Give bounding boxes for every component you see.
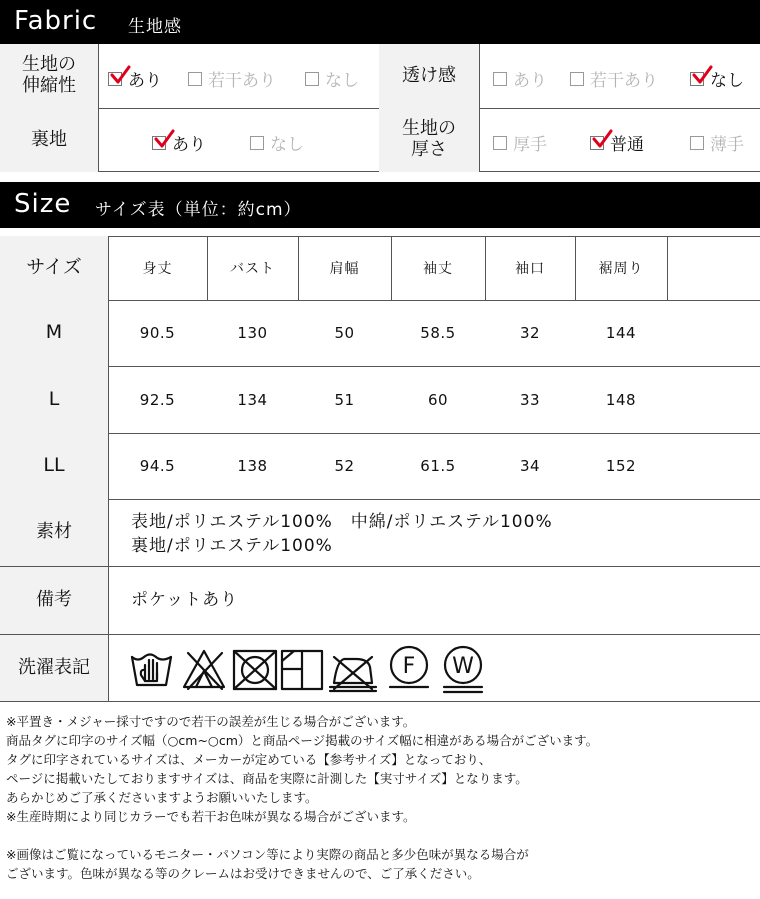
note-line: ございます。色味が異なる等のクレームはお受けできませんので、ご了承ください。 bbox=[6, 866, 480, 881]
fabric-subtitle: 生地感 bbox=[128, 17, 182, 37]
size-table bbox=[0, 236, 760, 499]
option-label: 普通 bbox=[610, 135, 644, 155]
fabric-label-line: 透け感 bbox=[402, 64, 456, 86]
details-table bbox=[0, 499, 760, 702]
option-right-1[interactable] bbox=[590, 130, 644, 155]
fabric-label-line: 生地の bbox=[402, 118, 456, 140]
option-label: あり bbox=[172, 135, 206, 155]
no-tumble-dry-icon bbox=[230, 643, 280, 695]
size-column-header: 袖丈 bbox=[423, 261, 453, 277]
care-letter: W bbox=[452, 654, 474, 679]
size-cell bbox=[667, 366, 760, 433]
size-cell: 33 bbox=[519, 390, 541, 409]
option-right-2[interactable] bbox=[690, 66, 744, 91]
size-corner-label: サイズ bbox=[0, 236, 108, 300]
fabric-label-line: 生地の bbox=[22, 54, 76, 76]
checkbox-icon[interactable] bbox=[570, 72, 584, 86]
checked-checkbox-icon[interactable] bbox=[690, 72, 704, 86]
note-line: タグに印字されているサイズは、メーカーが定めている【参考サイズ】となっており、 bbox=[6, 752, 492, 767]
fabric-label-stretch bbox=[0, 44, 98, 108]
option-label: なし bbox=[270, 135, 304, 155]
option-left-1[interactable] bbox=[250, 130, 304, 155]
size-column-header bbox=[667, 236, 760, 300]
size-title: Size bbox=[14, 189, 72, 219]
option-label: 若干あり bbox=[590, 71, 658, 91]
size-column-header: 裾周り bbox=[598, 261, 644, 277]
fabric-label-thickness bbox=[379, 108, 479, 172]
size-row-label: M bbox=[0, 300, 108, 366]
checkbox-icon[interactable] bbox=[250, 136, 264, 150]
size-column-header: 肩幅 bbox=[329, 261, 360, 277]
wet-clean-w-icon bbox=[438, 643, 488, 695]
option-label: あり bbox=[513, 71, 547, 91]
option-label: なし bbox=[325, 71, 359, 91]
care-icons bbox=[128, 643, 548, 695]
checkbox-icon[interactable] bbox=[188, 72, 202, 86]
fabric-table bbox=[0, 44, 760, 172]
option-label: 若干あり bbox=[208, 71, 276, 91]
note-line: ページに掲載いたしておりますサイズは、商品を実際に計測した【実寸サイズ】となります。 bbox=[6, 771, 528, 786]
size-cell: 51 bbox=[334, 390, 355, 409]
size-cell: 130 bbox=[237, 324, 268, 342]
option-label: 薄手 bbox=[710, 135, 744, 155]
option-right-2[interactable] bbox=[690, 130, 744, 155]
size-subtitle: サイズ表（単位：約cm） bbox=[95, 200, 302, 220]
size-cell: 92.5 bbox=[139, 390, 176, 409]
size-cell bbox=[667, 300, 760, 366]
option-right-0[interactable] bbox=[493, 130, 547, 155]
size-cell: 148 bbox=[605, 390, 637, 409]
note-line: ※平置き・メジャー採寸ですので若干の誤差が生じる場合がございます。 bbox=[6, 714, 416, 729]
size-cell: 90.5 bbox=[139, 324, 176, 342]
hand-wash-icon bbox=[128, 643, 178, 695]
option-left-1[interactable] bbox=[188, 66, 276, 91]
note-line: ※生産時期により同じカラーでも若干お色味が異なる場合がございます。 bbox=[6, 809, 416, 824]
checkbox-icon[interactable] bbox=[493, 136, 507, 150]
checked-checkbox-icon[interactable] bbox=[590, 136, 604, 150]
option-left-0[interactable] bbox=[108, 66, 162, 91]
care-letter: F bbox=[402, 654, 416, 679]
option-left-2[interactable] bbox=[305, 66, 359, 91]
option-label: 厚手 bbox=[513, 135, 547, 155]
material-line-1: 表地/ポリエステル100% 中綿/ポリエステル100% bbox=[131, 512, 553, 532]
line-dry-shade-icon bbox=[278, 643, 328, 695]
low-iron-with-cloth-icon bbox=[328, 643, 378, 695]
size-row-label: LL bbox=[0, 433, 108, 499]
checkbox-icon[interactable] bbox=[493, 72, 507, 86]
option-label: あり bbox=[128, 71, 162, 91]
material-line-2: 裏地/ポリエステル100% bbox=[131, 536, 333, 556]
size-cell: 144 bbox=[605, 324, 637, 342]
option-label: なし bbox=[710, 71, 744, 91]
checkbox-icon[interactable] bbox=[305, 72, 319, 86]
note-line: あらかじめご了承くださいますようお願いいたします。 bbox=[6, 790, 318, 805]
size-cell: 61.5 bbox=[420, 457, 456, 475]
size-column-header: バスト bbox=[230, 261, 275, 277]
size-cell: 32 bbox=[519, 324, 541, 342]
size-cell: 152 bbox=[605, 457, 637, 475]
dry-clean-f-icon bbox=[384, 643, 434, 695]
size-cell: 58.5 bbox=[420, 324, 456, 342]
note-line: 商品タグに印字のサイズ幅（○cm~○cm）と商品ページ掲載のサイズ幅に相違がある場合がございます。 bbox=[6, 733, 599, 748]
fabric-label-sheerness bbox=[379, 44, 479, 108]
size-row-label: L bbox=[0, 366, 108, 433]
checkbox-icon[interactable] bbox=[690, 136, 704, 150]
fabric-label-lining bbox=[0, 108, 98, 172]
size-cell: 60 bbox=[427, 390, 449, 409]
option-right-1[interactable] bbox=[570, 66, 658, 91]
size-column-header: 身丈 bbox=[142, 261, 173, 277]
option-right-0[interactable] bbox=[493, 66, 547, 91]
fabric-label-line: 裏地 bbox=[31, 128, 67, 150]
remarks-value: ポケットあり bbox=[131, 590, 239, 610]
size-cell: 34 bbox=[519, 457, 541, 475]
size-cell: 138 bbox=[237, 457, 268, 475]
remarks-label: 備考 bbox=[0, 567, 108, 634]
fabric-label-line: 伸縮性 bbox=[22, 75, 76, 96]
size-cell: 50 bbox=[334, 324, 355, 342]
note-line: ※画像はご覧になっているモニター・パソコン等により実際の商品と多少色味が異なる場合が bbox=[6, 847, 529, 862]
fabric-label-line: 厚さ bbox=[411, 139, 447, 160]
checked-checkbox-icon[interactable] bbox=[152, 136, 166, 150]
size-header-bar bbox=[0, 182, 760, 228]
care-label: 洗濯表記 bbox=[0, 635, 108, 701]
size-cell bbox=[667, 433, 760, 499]
size-column-header: 袖口 bbox=[515, 261, 545, 277]
checked-checkbox-icon[interactable] bbox=[108, 72, 122, 86]
no-bleach-icon bbox=[180, 643, 230, 695]
material-label: 素材 bbox=[0, 499, 108, 566]
fabric-title: Fabric bbox=[14, 6, 98, 36]
notes bbox=[0, 712, 760, 897]
fabric-header-bar bbox=[0, 0, 760, 44]
option-left-0[interactable] bbox=[152, 130, 206, 155]
size-cell: 94.5 bbox=[139, 457, 176, 475]
size-cell: 52 bbox=[334, 457, 355, 475]
size-cell: 134 bbox=[237, 390, 268, 409]
